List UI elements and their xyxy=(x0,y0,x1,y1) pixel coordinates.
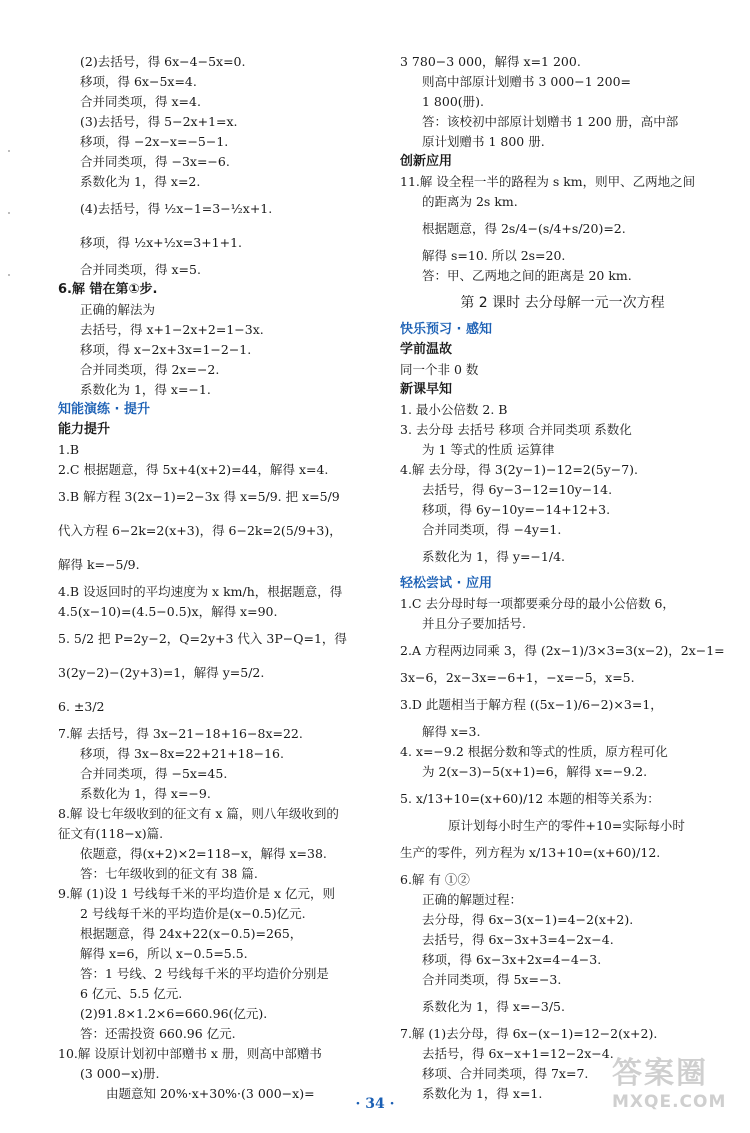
text-line: 2 号线每千米的平均造价是(x−0.5)亿元. xyxy=(80,906,306,921)
subsection-heading: 新课早知 xyxy=(400,382,453,397)
text-line: 去括号，得 x+1−2x+2=1−3x. xyxy=(80,322,264,337)
text-line: 则高中部原计划赠书 3 000−1 200= xyxy=(422,74,631,89)
text-line: 并且分子要加括号. xyxy=(422,616,526,631)
text-line: 3 780−3 000，解得 x=1 200. xyxy=(400,54,581,69)
text-line: 去分母，得 6x−3(x−1)=4−2(x+2). xyxy=(422,912,634,927)
text-line: 的距离为 2s km. xyxy=(422,194,518,209)
text-line: 10.解 设原计划初中部赠书 x 册，则高中部赠书 xyxy=(58,1046,322,1061)
text-line: 答：还需投资 660.96 亿元. xyxy=(80,1026,236,1041)
text-line: 系数化为 1，得 x=−9. xyxy=(80,786,211,801)
text-line: 答：七年级收到的征文有 38 篇. xyxy=(80,866,258,881)
text-line: (4)去括号，得 ½x−1=3−½x+1. xyxy=(80,201,273,216)
text-line: 系数化为 1，得 x=1. xyxy=(422,1086,543,1101)
text-line: 解得 s=10. 所以 2s=20. xyxy=(422,248,566,263)
text-line: 合并同类项，得 2x=−2. xyxy=(80,362,220,377)
text-line: 由题意知 20%·x+30%·(3 000−x)= xyxy=(106,1086,315,1101)
section-heading: 知能演练 · 提升 xyxy=(58,402,150,417)
text-line: 合并同类项，得 x=4. xyxy=(80,94,201,109)
watermark-text: 答案圈 xyxy=(612,1056,708,1091)
text-line: 解得 x=3. xyxy=(422,724,481,739)
text-line: 3x−6，2x−3x=−6+1，−x=−5，x=5. xyxy=(400,670,635,685)
text-line: 根据题意，得 24x+22(x−0.5)=265， xyxy=(80,926,303,941)
text-line: 根据题意，得 2s/4−(s/4+s/20)=2. xyxy=(422,221,626,236)
text-line: 合并同类项，得 5x=−3. xyxy=(422,972,562,987)
section-heading: 轻松尝试 · 应用 xyxy=(400,576,492,591)
margin-binding-dots xyxy=(8,150,12,336)
text-line: 11.解 设全程一半的路程为 s km，则甲、乙两地之间 xyxy=(400,174,696,189)
text-line: 正确的解题过程： xyxy=(422,892,523,907)
watermark-url: MXQE.COM xyxy=(612,1092,727,1112)
text-line: 3. 去分母 去括号 移项 合并同类项 系数化 xyxy=(400,422,632,437)
text-line: 4.B 设返回时的平均速度为 x km/h，根据题意，得 xyxy=(58,584,343,599)
text-line: 合并同类项，得 x=5. xyxy=(80,262,201,277)
text-line: 3(2y−2)−(2y+3)=1，解得 y=5/2. xyxy=(58,665,265,680)
page-number: · 34 · xyxy=(355,1096,395,1112)
text-line: 7.解 去括号，得 3x−21−18+16−8x=22. xyxy=(58,726,303,741)
text-line: 7.解 (1)去分母，得 6x−(x−1)=12−2(x+2). xyxy=(400,1026,658,1041)
text-line: 去括号，得 6x−x+1=12−2x−4. xyxy=(422,1046,614,1061)
text-line: 4. x=−9.2 根据分数和等式的性质，原方程可化 xyxy=(400,744,668,759)
text-line: 同一个非 0 数 xyxy=(400,362,479,377)
text-line: 为 2(x−3)−5(x+1)=6，解得 x=−9.2. xyxy=(422,764,648,779)
text-line: (2)91.8×1.2×6=660.96(亿元). xyxy=(80,1006,268,1021)
text-line: (3)去括号，得 5−2x+1=x. xyxy=(80,114,238,129)
text-line: 解得 x=6，所以 x−0.5=5.5. xyxy=(80,946,248,961)
text-line: 正确的解法为 xyxy=(80,302,156,317)
text-line: 原计划每小时生产的零件+10=实际每小时 xyxy=(448,818,685,833)
text-line: 原计划赠书 1 800 册. xyxy=(422,134,545,149)
text-line: 移项，得 −2x−x=−5−1. xyxy=(80,134,229,149)
text-line: 系数化为 1，得 y=−1/4. xyxy=(422,549,565,564)
text-line: 去括号，得 6x−3x+3=4−2x−4. xyxy=(422,932,614,947)
text-line: 系数化为 1，得 x=−3/5. xyxy=(422,999,565,1014)
text-line: 移项，得 ½x+½x=3+1+1. xyxy=(80,235,243,250)
text-line: 移项，得 3x−8x=22+21+18−16. xyxy=(80,746,284,761)
text-line: 代入方程 6−2k=2(x+3)，得 6−2k=2(5/9+3)， xyxy=(58,523,342,538)
text-line: 2.C 根据题意，得 5x+4(x+2)=44，解得 x=4. xyxy=(58,462,329,477)
text-line: 1. 最小公倍数 2. B xyxy=(400,402,508,417)
watermark-logo xyxy=(612,1048,742,1128)
text-line: 合并同类项，得 −3x=−6. xyxy=(80,154,230,169)
left-column xyxy=(58,52,393,1104)
text-line: 系数化为 1，得 x=2. xyxy=(80,174,201,189)
text-line: 4.5(x−10)=(4.5−0.5)x，解得 x=90. xyxy=(58,604,278,619)
text-line: 解得 k=−5/9. xyxy=(58,557,140,572)
question-6: 6.解 错在第①步. xyxy=(58,282,158,297)
text-line: 答：甲、乙两地之间的距离是 20 km. xyxy=(422,268,632,283)
text-line: 移项，得 6y−10y=−14+12+3. xyxy=(422,502,611,517)
text-line: 6. ±3/2 xyxy=(58,699,105,714)
text-line: 移项，得 6x−5x=4. xyxy=(80,74,197,89)
text-line: 移项，得 6x−3x+2x=4−4−3. xyxy=(422,952,602,967)
text-line: 移项、合并同类项，得 7x=7. xyxy=(422,1066,589,1081)
text-line: 9.解 (1)设 1 号线每千米的平均造价是 x 亿元，则 xyxy=(58,886,336,901)
text-line: 3.B 解方程 3(2x−1)=2−3x 得 x=5/9. 把 x=5/9 xyxy=(58,489,340,504)
subsection-heading: 学前温故 xyxy=(400,342,453,357)
text-line: 1.C 去分母时每一项都要乘分母的最小公倍数 6， xyxy=(400,596,675,611)
text-line: 1.B xyxy=(58,442,80,457)
text-line: 1 800(册). xyxy=(422,94,485,109)
right-column xyxy=(400,52,725,1104)
subsection-heading: 创新应用 xyxy=(400,154,453,169)
text-line: 依题意，得(x+2)×2=118−x，解得 x=38. xyxy=(80,846,327,861)
text-line: 8.解 设七年级收到的征文有 x 篇，则八年级收到的 xyxy=(58,806,339,821)
text-line: 3.D 此题相当于解方程 ((5x−1)/6−2)×3=1， xyxy=(400,697,663,712)
subsection-heading: 能力提升 xyxy=(58,422,111,437)
text-line: 系数化为 1，得 x=−1. xyxy=(80,382,211,397)
text-line: 征文有(118−x)篇. xyxy=(58,826,164,841)
text-line: (2)去括号，得 6x−4−5x=0. xyxy=(80,54,246,69)
text-line: 4.解 去分母，得 3(2y−1)−12=2(5y−7). xyxy=(400,462,638,477)
text-line: (3 000−x)册. xyxy=(80,1066,160,1081)
text-line: 答：1 号线、2 号线每千米的平均造价分别是 xyxy=(80,966,329,981)
text-line: 合并同类项，得 −4y=1. xyxy=(422,522,562,537)
text-line: 答：该校初中部原计划赠书 1 200 册，高中部 xyxy=(422,114,679,129)
text-line: 移项，得 x−2x+3x=1−2−1. xyxy=(80,342,252,357)
text-line: 合并同类项，得 −5x=45. xyxy=(80,766,228,781)
text-line: 2.A 方程两边同乘 3，得 (2x−1)/3×3=3(x−2)，2x−1= xyxy=(400,643,725,658)
section-heading: 快乐预习 · 感知 xyxy=(400,322,492,337)
text-line: 6 亿元、5.5 亿元. xyxy=(80,986,183,1001)
text-line: 生产的零件，列方程为 x/13+10=(x+60)/12. xyxy=(400,845,661,860)
text-line: 去括号，得 6y−3−12=10y−14. xyxy=(422,482,613,497)
text-line: 为 1 等式的性质 运算律 xyxy=(422,442,555,457)
text-line: 6.解 有 ①② xyxy=(400,872,470,887)
lesson-title: 第 2 课时 去分母解一元一次方程 xyxy=(460,295,665,311)
text-line: 5. x/13+10=(x+60)/12 本题的相等关系为： xyxy=(400,791,660,806)
text-line: 5. 5/2 把 P=2y−2，Q=2y+3 代入 3P−Q=1，得 xyxy=(58,631,347,646)
